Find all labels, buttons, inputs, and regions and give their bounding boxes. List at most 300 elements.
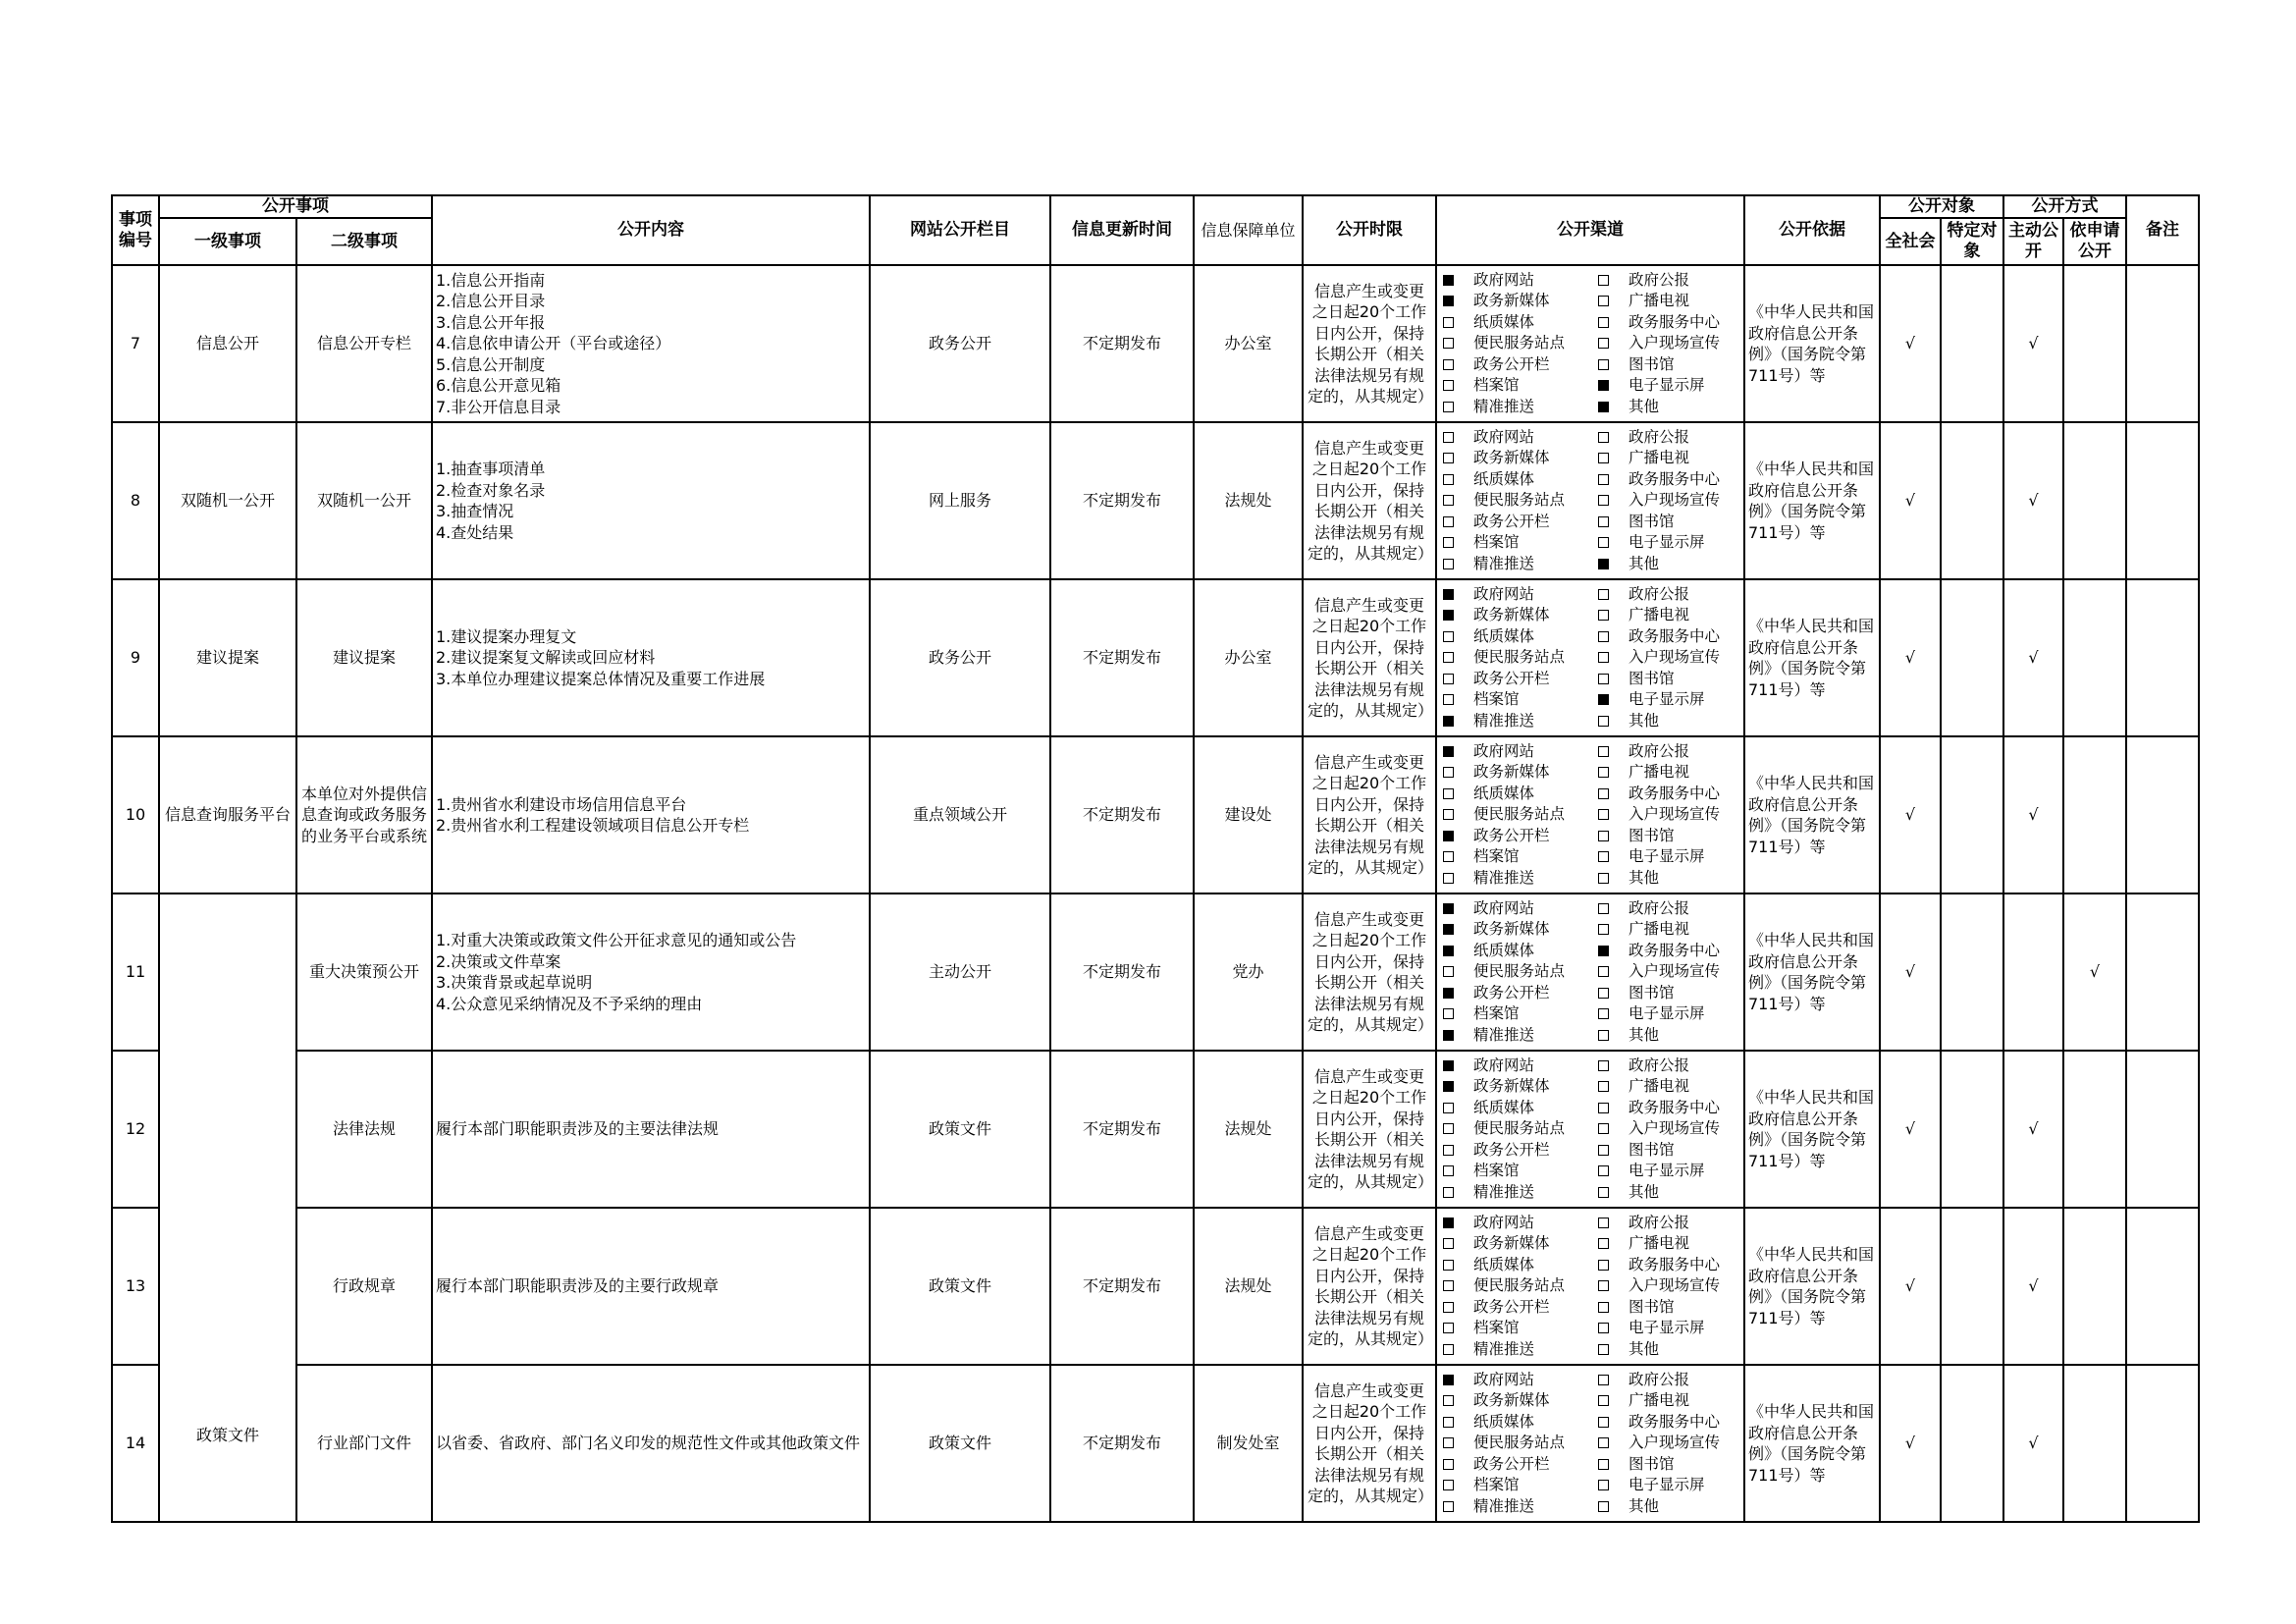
channel-label: 广播电视: [1629, 449, 1690, 467]
channel-label: 电子显示屏: [1629, 376, 1705, 395]
unchecked-box-icon: [1598, 652, 1609, 663]
channel-item: [1598, 784, 1735, 805]
level1-item: 信息查询服务平台: [159, 736, 296, 893]
web-column: 政务公开: [870, 265, 1050, 422]
row-number: 9: [112, 579, 159, 736]
header-channels: 公开渠道: [1436, 195, 1744, 265]
channel-label: 其他: [1629, 1182, 1660, 1201]
mark-active: √: [2003, 265, 2063, 422]
channel-item: [1443, 983, 1598, 1004]
row-number: 13: [112, 1208, 159, 1365]
mark-all: √: [1880, 1365, 1941, 1522]
unchecked-box-icon: [1443, 1103, 1454, 1113]
content-line: 3.本单位办理建议提案总体情况及重要工作进展: [436, 669, 766, 688]
channel-label: 图书馆: [1629, 1140, 1675, 1159]
checked-box-icon: [1443, 903, 1454, 914]
update-time: 不定期发布: [1050, 579, 1194, 736]
channel-item: [1598, 1370, 1735, 1391]
channel-item: [1443, 354, 1598, 376]
web-column: 政策文件: [870, 1208, 1050, 1365]
channel-label: 政府公报: [1629, 1370, 1690, 1388]
unchecked-box-icon: [1443, 317, 1454, 328]
unchecked-box-icon: [1598, 1123, 1609, 1134]
unchecked-box-icon: [1598, 716, 1609, 727]
web-column: 政策文件: [870, 1365, 1050, 1522]
web-column: 政务公开: [870, 579, 1050, 736]
unchecked-box-icon: [1443, 694, 1454, 705]
remarks: [2126, 1208, 2199, 1365]
channel-label: 政府公报: [1629, 741, 1690, 760]
channel-item: [1443, 427, 1598, 449]
channel-item: [1443, 1161, 1598, 1182]
content-line: 以省委、省政府、部门名义印发的规范性文件或其他政策文件: [436, 1434, 861, 1453]
unchecked-box-icon: [1443, 674, 1454, 684]
web-column: 政策文件: [870, 1051, 1050, 1208]
channel-item: [1598, 868, 1735, 890]
unchecked-box-icon: [1443, 559, 1454, 569]
content-line: 3.抽查情况: [436, 502, 514, 520]
mark-request: [2063, 736, 2126, 893]
mark-specific: [1941, 1365, 2003, 1522]
channel-label: 图书馆: [1629, 826, 1675, 844]
level2-item: 行政规章: [296, 1208, 432, 1365]
unchecked-box-icon: [1598, 1145, 1609, 1156]
checked-box-icon: [1443, 924, 1454, 935]
channel-item: [1598, 375, 1735, 397]
checked-box-icon: [1598, 402, 1609, 412]
channel-label: 档案馆: [1473, 376, 1520, 395]
channel-label: 广播电视: [1629, 763, 1690, 782]
mark-all: √: [1880, 1208, 1941, 1365]
channel-label: 政府公报: [1629, 584, 1690, 603]
responsible-unit: 党办: [1194, 893, 1303, 1051]
unchecked-box-icon: [1443, 767, 1454, 778]
channel-label: 政务服务中心: [1629, 941, 1721, 959]
table-row: [112, 1051, 2199, 1208]
unchecked-box-icon: [1598, 924, 1609, 935]
unchecked-box-icon: [1598, 1030, 1609, 1041]
channel-item: [1443, 1076, 1598, 1098]
channel-label: 入户现场宣传: [1629, 1276, 1721, 1295]
channel-label: 政务公开栏: [1473, 826, 1550, 844]
content-line: 2.贵州省水利工程建设领域项目信息公开专栏: [436, 816, 750, 835]
channel-label: 图书馆: [1629, 983, 1675, 1001]
channel-label: 精准推送: [1473, 868, 1535, 887]
unchecked-box-icon: [1598, 674, 1609, 684]
channel-label: 电子显示屏: [1629, 1162, 1705, 1180]
channel-item: [1598, 1182, 1735, 1204]
channel-item: [1598, 1496, 1735, 1518]
channel-item: [1598, 1076, 1735, 1098]
channel-item: [1443, 1118, 1598, 1140]
channel-item: [1598, 1390, 1735, 1412]
remarks: [2126, 1365, 2199, 1522]
unchecked-box-icon: [1443, 1008, 1454, 1019]
responsible-unit: 法规处: [1194, 1051, 1303, 1208]
unchecked-box-icon: [1443, 453, 1454, 463]
checked-box-icon: [1443, 610, 1454, 621]
time-limit: 信息产生或变更之日起20个工作日内公开，保持长期公开（相关法律法规另有规定的，从其规定）: [1303, 579, 1436, 736]
channel-item: [1443, 532, 1598, 554]
channel-label: 精准推送: [1473, 1025, 1535, 1044]
channel-label: 精准推送: [1473, 1182, 1535, 1201]
channel-item: [1443, 647, 1598, 669]
update-time: 不定期发布: [1050, 1051, 1194, 1208]
channel-item: [1598, 291, 1735, 312]
channel-item: [1598, 669, 1735, 690]
content-line: 履行本部门职能职责涉及的主要法律法规: [436, 1119, 720, 1139]
channel-label: 政务新媒体: [1473, 292, 1550, 310]
channel-label: 纸质媒体: [1473, 1412, 1535, 1431]
header-update: 信息更新时间: [1050, 195, 1194, 265]
unchecked-box-icon: [1598, 432, 1609, 443]
content-line: 2.信息公开目录: [436, 292, 546, 311]
header-content: 公开内容: [432, 195, 870, 265]
mark-specific: [1941, 736, 2003, 893]
channel-label: 便民服务站点: [1473, 491, 1566, 510]
channel-label: 政务服务中心: [1629, 469, 1721, 488]
channel-item: [1598, 826, 1735, 847]
channel-label: 其他: [1629, 1339, 1660, 1358]
channel-item: [1598, 512, 1735, 533]
basis: 《中华人民共和国政府信息公开条例》（国务院令第711号）等: [1744, 893, 1880, 1051]
header-remarks: 备注: [2126, 195, 2199, 265]
channel-item: [1443, 1182, 1598, 1204]
channel-item: [1598, 689, 1735, 711]
channels-cell: [1436, 265, 1744, 422]
mark-request: [2063, 1365, 2126, 1522]
level2-item: 信息公开专栏: [296, 265, 432, 422]
responsible-unit: 办公室: [1194, 265, 1303, 422]
unchecked-box-icon: [1443, 338, 1454, 349]
unchecked-box-icon: [1598, 1417, 1609, 1428]
level2-item: 重大决策预公开: [296, 893, 432, 1051]
unchecked-box-icon: [1598, 1238, 1609, 1249]
unchecked-box-icon: [1598, 851, 1609, 862]
channel-item: [1598, 354, 1735, 376]
unchecked-box-icon: [1443, 1344, 1454, 1355]
table-row: [112, 422, 2199, 579]
channel-label: 其他: [1629, 1496, 1660, 1515]
channel-item: [1598, 1255, 1735, 1276]
responsible-unit: 制发处室: [1194, 1365, 1303, 1522]
channel-label: 政务新媒体: [1473, 1234, 1550, 1253]
channel-label: 政府网站: [1473, 741, 1535, 760]
channel-item: [1443, 554, 1598, 575]
responsible-unit: 建设处: [1194, 736, 1303, 893]
basis: 《中华人民共和国政府信息公开条例》（国务院令第711号）等: [1744, 1051, 1880, 1208]
channel-label: 政务服务中心: [1629, 1098, 1721, 1116]
channel-label: 便民服务站点: [1473, 962, 1566, 981]
channel-label: 政府公报: [1629, 270, 1690, 289]
unchecked-box-icon: [1443, 1238, 1454, 1249]
mark-request: [2063, 265, 2126, 422]
channel-label: 电子显示屏: [1629, 1004, 1705, 1023]
unchecked-box-icon: [1443, 809, 1454, 820]
channel-item: [1598, 983, 1735, 1004]
channel-label: 政务公开栏: [1473, 1140, 1550, 1159]
time-limit: 信息产生或变更之日起20个工作日内公开，保持长期公开（相关法律法规另有规定的，从其规定）: [1303, 736, 1436, 893]
channels-cell: [1436, 579, 1744, 736]
header-on-request: 依申请公开: [2063, 218, 2126, 265]
channel-item: [1598, 1275, 1735, 1297]
channel-item: [1443, 375, 1598, 397]
unchecked-box-icon: [1443, 1145, 1454, 1156]
mark-active: √: [2003, 1051, 2063, 1208]
channel-label: 档案馆: [1473, 1476, 1520, 1494]
level2-item: 建议提案: [296, 579, 432, 736]
channel-label: 政府网站: [1473, 1370, 1535, 1388]
unchecked-box-icon: [1598, 746, 1609, 757]
time-limit: 信息产生或变更之日起20个工作日内公开，保持长期公开（相关法律法规另有规定的，从其规定）: [1303, 893, 1436, 1051]
unchecked-box-icon: [1443, 873, 1454, 884]
remarks: [2126, 736, 2199, 893]
mark-request: √: [2063, 893, 2126, 1051]
channel-item: [1598, 554, 1735, 575]
unchecked-box-icon: [1598, 1060, 1609, 1071]
mark-active: √: [2003, 1208, 2063, 1365]
mark-request: [2063, 422, 2126, 579]
mark-request: [2063, 1051, 2126, 1208]
table-row: [112, 579, 2199, 736]
unchecked-box-icon: [1598, 474, 1609, 485]
header-unit: 信息保障单位: [1194, 195, 1303, 265]
row-number: 14: [112, 1365, 159, 1522]
checked-box-icon: [1443, 1218, 1454, 1228]
channel-label: 政务服务中心: [1629, 1412, 1721, 1431]
channel-item: [1443, 270, 1598, 292]
channel-label: 图书馆: [1629, 354, 1675, 373]
update-time: 不定期发布: [1050, 265, 1194, 422]
checked-box-icon: [1443, 1030, 1454, 1041]
unchecked-box-icon: [1598, 873, 1609, 884]
channels-cell: [1436, 1365, 1744, 1522]
channel-label: 政府公报: [1629, 1213, 1690, 1231]
channel-label: 图书馆: [1629, 669, 1675, 687]
channel-label: 政府公报: [1629, 898, 1690, 917]
unchecked-box-icon: [1598, 966, 1609, 977]
content-cell: [432, 736, 870, 893]
unchecked-box-icon: [1598, 1187, 1609, 1198]
content-line: 6.信息公开意见箱: [436, 376, 561, 396]
channel-item: [1443, 846, 1598, 868]
table-row: [112, 736, 2199, 893]
channel-item: [1598, 532, 1735, 554]
remarks: [2126, 422, 2199, 579]
channel-label: 其他: [1629, 1025, 1660, 1044]
channel-item: [1443, 1003, 1598, 1025]
channel-item: [1598, 427, 1735, 449]
time-limit: 信息产生或变更之日起20个工作日内公开，保持长期公开（相关法律法规另有规定的，从其规定）: [1303, 1208, 1436, 1365]
channels-cell: [1436, 893, 1744, 1051]
unchecked-box-icon: [1443, 966, 1454, 977]
channel-label: 政务服务中心: [1629, 784, 1721, 802]
channel-item: [1598, 626, 1735, 648]
channel-label: 政府网站: [1473, 1213, 1535, 1231]
channel-label: 便民服务站点: [1473, 1434, 1566, 1452]
content-cell: [432, 893, 870, 1051]
unchecked-box-icon: [1598, 296, 1609, 306]
channel-label: 政务新媒体: [1473, 606, 1550, 624]
content-line: 3.决策背景或起草说明: [436, 973, 593, 992]
checked-box-icon: [1443, 716, 1454, 727]
channel-item: [1443, 1390, 1598, 1412]
unchecked-box-icon: [1443, 1480, 1454, 1490]
channel-item: [1598, 1297, 1735, 1319]
channel-label: 广播电视: [1629, 292, 1690, 310]
responsible-unit: 法规处: [1194, 422, 1303, 579]
channel-label: 电子显示屏: [1629, 847, 1705, 866]
channel-item: [1598, 711, 1735, 732]
unchecked-box-icon: [1598, 1323, 1609, 1333]
content-line: 1.对重大决策或政策文件公开征求意见的通知或公告: [436, 931, 797, 949]
unchecked-box-icon: [1443, 537, 1454, 548]
channel-label: 入户现场宣传: [1629, 648, 1721, 667]
content-cell: [432, 265, 870, 422]
content-line: 5.信息公开制度: [436, 354, 546, 374]
channel-label: 政务公开栏: [1473, 512, 1550, 530]
channel-item: [1598, 1233, 1735, 1255]
channel-item: [1443, 1412, 1598, 1434]
responsible-unit: 办公室: [1194, 579, 1303, 736]
web-column: 重点领域公开: [870, 736, 1050, 893]
unchecked-box-icon: [1598, 831, 1609, 841]
unchecked-box-icon: [1598, 1008, 1609, 1019]
channel-item: [1598, 898, 1735, 920]
channel-item: [1598, 397, 1735, 418]
channel-label: 图书馆: [1629, 1297, 1675, 1316]
channel-item: [1598, 1025, 1735, 1047]
channel-item: [1443, 512, 1598, 533]
channel-item: [1598, 490, 1735, 512]
checked-box-icon: [1443, 746, 1454, 757]
row-number: 12: [112, 1051, 159, 1208]
remarks: [2126, 579, 2199, 736]
channel-label: 精准推送: [1473, 554, 1535, 572]
channel-label: 档案馆: [1473, 690, 1520, 709]
header-public-items: 公开事项: [159, 195, 432, 218]
table-row: [112, 1365, 2199, 1522]
unchecked-box-icon: [1443, 631, 1454, 642]
channel-item: [1443, 1297, 1598, 1319]
unchecked-box-icon: [1598, 495, 1609, 506]
channel-label: 政府网站: [1473, 898, 1535, 917]
level2-item: 法律法规: [296, 1051, 432, 1208]
content-line: 1.信息公开指南: [436, 270, 546, 290]
time-limit: 信息产生或变更之日起20个工作日内公开，保持长期公开（相关法律法规另有规定的，从其规定）: [1303, 422, 1436, 579]
content-cell: [432, 1365, 870, 1522]
mark-all: √: [1880, 1051, 1941, 1208]
checked-box-icon: [1598, 946, 1609, 956]
channel-label: 政务服务中心: [1629, 312, 1721, 331]
unchecked-box-icon: [1598, 631, 1609, 642]
channel-item: [1598, 584, 1735, 606]
unchecked-box-icon: [1598, 1437, 1609, 1448]
channel-item: [1598, 1213, 1735, 1234]
unchecked-box-icon: [1443, 1187, 1454, 1198]
unchecked-box-icon: [1598, 317, 1609, 328]
unchecked-box-icon: [1598, 537, 1609, 548]
channel-label: 便民服务站点: [1473, 1119, 1566, 1138]
unchecked-box-icon: [1443, 1165, 1454, 1176]
channel-item: [1443, 397, 1598, 418]
channel-item: [1598, 1161, 1735, 1182]
channel-item: [1443, 626, 1598, 648]
row-number: 7: [112, 265, 159, 422]
header-specific: 特定对象: [1941, 218, 2003, 265]
channel-item: [1443, 941, 1598, 962]
unchecked-box-icon: [1598, 1218, 1609, 1228]
unchecked-box-icon: [1443, 1417, 1454, 1428]
mark-active: [2003, 893, 2063, 1051]
channel-item: [1598, 762, 1735, 784]
channel-label: 政务服务中心: [1629, 626, 1721, 645]
unchecked-box-icon: [1443, 1280, 1454, 1291]
channel-item: [1598, 333, 1735, 354]
checked-box-icon: [1598, 694, 1609, 705]
checked-box-icon: [1443, 1375, 1454, 1385]
channel-item: [1443, 469, 1598, 491]
unchecked-box-icon: [1598, 1165, 1609, 1176]
row-number: 10: [112, 736, 159, 893]
channel-item: [1598, 1339, 1735, 1361]
channel-item: [1443, 868, 1598, 890]
channel-label: 广播电视: [1629, 1391, 1690, 1410]
channel-label: 政府网站: [1473, 427, 1535, 446]
channel-label: 政务新媒体: [1473, 1391, 1550, 1410]
content-cell: [432, 1051, 870, 1208]
mark-specific: [1941, 1051, 2003, 1208]
basis: 《中华人民共和国政府信息公开条例》（国务院令第711号）等: [1744, 579, 1880, 736]
channel-label: 入户现场宣传: [1629, 334, 1721, 352]
mark-active: √: [2003, 422, 2063, 579]
channel-label: 档案馆: [1473, 847, 1520, 866]
unchecked-box-icon: [1598, 338, 1609, 349]
mark-specific: [1941, 265, 2003, 422]
channel-item: [1598, 1003, 1735, 1025]
channel-item: [1443, 605, 1598, 626]
channel-label: 政府网站: [1473, 270, 1535, 289]
channels-cell: [1436, 1051, 1744, 1208]
unchecked-box-icon: [1598, 359, 1609, 370]
channel-item: [1443, 1339, 1598, 1361]
responsible-unit: 法规处: [1194, 1208, 1303, 1365]
channels-cell: [1436, 422, 1744, 579]
web-column: 网上服务: [870, 422, 1050, 579]
mark-specific: [1941, 893, 2003, 1051]
channel-label: 入户现场宣传: [1629, 491, 1721, 510]
channel-label: 图书馆: [1629, 1454, 1675, 1473]
channel-label: 纸质媒体: [1473, 1255, 1535, 1273]
channel-label: 广播电视: [1629, 1077, 1690, 1096]
channel-item: [1443, 669, 1598, 690]
channel-label: 纸质媒体: [1473, 1098, 1535, 1116]
channel-label: 精准推送: [1473, 1496, 1535, 1515]
unchecked-box-icon: [1443, 380, 1454, 391]
checked-box-icon: [1598, 380, 1609, 391]
checked-box-icon: [1443, 946, 1454, 956]
mark-active: √: [2003, 1365, 2063, 1522]
channel-item: [1598, 741, 1735, 763]
checked-box-icon: [1443, 275, 1454, 286]
update-time: 不定期发布: [1050, 893, 1194, 1051]
disclosure-table: [111, 194, 2200, 1523]
channel-item: [1598, 1318, 1735, 1339]
channel-item: [1598, 448, 1735, 469]
channel-item: [1598, 846, 1735, 868]
channel-label: 广播电视: [1629, 1234, 1690, 1253]
channel-label: 政府公报: [1629, 427, 1690, 446]
